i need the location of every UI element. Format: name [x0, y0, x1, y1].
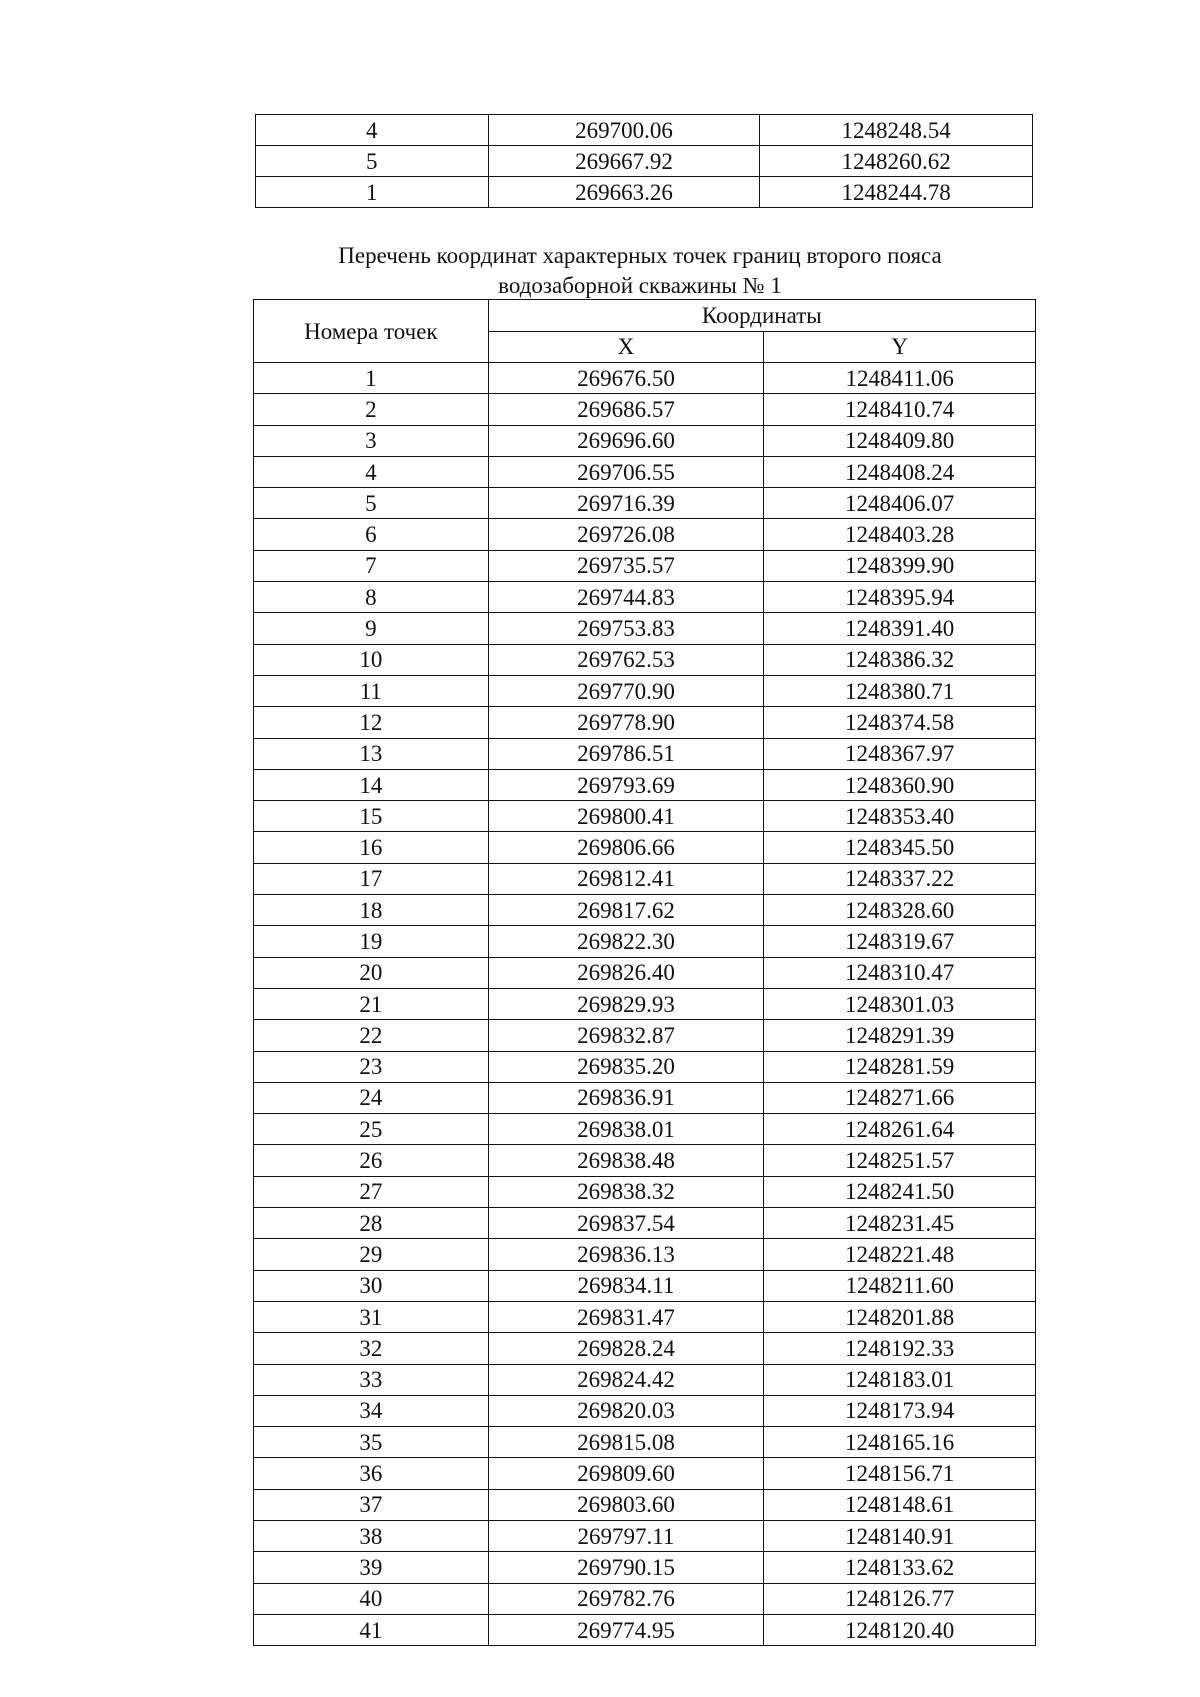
table-row	[254, 1364, 1036, 1395]
table-row	[254, 1520, 1036, 1551]
y-coordinate-cell: 1248133.62	[764, 1552, 1036, 1583]
x-coordinate-cell: 269800.41	[488, 801, 764, 832]
y-coordinate-cell: 1248231.45	[764, 1208, 1036, 1239]
x-coordinate-cell: 269838.48	[488, 1145, 764, 1176]
y-coordinate-cell: 1248248.54	[760, 115, 1033, 146]
point-number-cell: 5	[256, 146, 489, 177]
header-y: Y	[764, 331, 1036, 363]
x-coordinate-cell: 269735.57	[488, 550, 764, 581]
y-coordinate-cell: 1248409.80	[764, 425, 1036, 456]
y-coordinate-cell: 1248120.40	[764, 1614, 1036, 1645]
y-coordinate-cell: 1248271.66	[764, 1082, 1036, 1113]
table-row	[254, 895, 1036, 926]
y-coordinate-cell: 1248328.60	[764, 895, 1036, 926]
point-number-cell: 18	[254, 895, 489, 926]
table-row	[254, 1082, 1036, 1113]
table-row	[254, 863, 1036, 894]
main-table-body	[254, 363, 1036, 1646]
table-row	[254, 394, 1036, 425]
x-coordinate-cell: 269726.08	[488, 519, 764, 550]
y-coordinate-cell: 1248395.94	[764, 582, 1036, 613]
table-row	[254, 1145, 1036, 1176]
point-number-cell: 21	[254, 988, 489, 1019]
table-row	[254, 801, 1036, 832]
point-number-cell: 28	[254, 1208, 489, 1239]
y-coordinate-cell: 1248345.50	[764, 832, 1036, 863]
x-coordinate-cell: 269812.41	[488, 863, 764, 894]
point-number-cell: 31	[254, 1301, 489, 1332]
y-coordinate-cell: 1248156.71	[764, 1458, 1036, 1489]
y-coordinate-cell: 1248337.22	[764, 863, 1036, 894]
y-coordinate-cell: 1248201.88	[764, 1301, 1036, 1332]
point-number-cell: 1	[256, 177, 489, 208]
y-coordinate-cell: 1248367.97	[764, 738, 1036, 769]
y-coordinate-cell: 1248386.32	[764, 644, 1036, 675]
x-coordinate-cell: 269828.24	[488, 1333, 764, 1364]
x-coordinate-cell: 269803.60	[488, 1489, 764, 1520]
table-row	[254, 1051, 1036, 1082]
table-row	[254, 1583, 1036, 1614]
point-number-cell: 35	[254, 1427, 489, 1458]
table-row	[254, 1489, 1036, 1520]
top-table-body	[256, 115, 1033, 208]
x-coordinate-cell: 269836.13	[488, 1239, 764, 1270]
point-number-cell: 38	[254, 1520, 489, 1551]
table-row	[254, 769, 1036, 800]
table-row	[254, 1427, 1036, 1458]
x-coordinate-cell: 269826.40	[488, 957, 764, 988]
header-x: X	[488, 331, 764, 363]
x-coordinate-cell: 269696.60	[488, 425, 764, 456]
x-coordinate-cell: 269778.90	[488, 707, 764, 738]
x-coordinate-cell: 269782.76	[488, 1583, 764, 1614]
y-coordinate-cell: 1248391.40	[764, 613, 1036, 644]
x-coordinate-cell: 269706.55	[488, 456, 764, 487]
table-row	[254, 1176, 1036, 1207]
y-coordinate-cell: 1248221.48	[764, 1239, 1036, 1270]
x-coordinate-cell: 269663.26	[488, 177, 760, 208]
x-coordinate-cell: 269829.93	[488, 988, 764, 1019]
point-number-cell: 8	[254, 582, 489, 613]
caption-line-2: водозаборной скважины № 1	[498, 273, 782, 298]
y-coordinate-cell: 1248261.64	[764, 1114, 1036, 1145]
point-number-cell: 26	[254, 1145, 489, 1176]
y-coordinate-cell: 1248380.71	[764, 675, 1036, 706]
x-coordinate-cell: 269806.66	[488, 832, 764, 863]
point-number-cell: 24	[254, 1082, 489, 1113]
y-coordinate-cell: 1248374.58	[764, 707, 1036, 738]
second-zone-coordinates-table	[253, 299, 1036, 1646]
table-row	[254, 988, 1036, 1019]
top-coordinates-table	[255, 114, 1033, 208]
table-row	[256, 146, 1033, 177]
table-row	[256, 177, 1033, 208]
table-row	[254, 1114, 1036, 1145]
y-coordinate-cell: 1248126.77	[764, 1583, 1036, 1614]
table-row	[254, 707, 1036, 738]
x-coordinate-cell: 269822.30	[488, 926, 764, 957]
table-row	[254, 1614, 1036, 1645]
point-number-cell: 15	[254, 801, 489, 832]
header-point-numbers: Номера точек	[254, 300, 489, 363]
x-coordinate-cell: 269774.95	[488, 1614, 764, 1645]
x-coordinate-cell: 269837.54	[488, 1208, 764, 1239]
x-coordinate-cell: 269809.60	[488, 1458, 764, 1489]
point-number-cell: 39	[254, 1552, 489, 1583]
x-coordinate-cell: 269834.11	[488, 1270, 764, 1301]
x-coordinate-cell: 269838.32	[488, 1176, 764, 1207]
y-coordinate-cell: 1248251.57	[764, 1145, 1036, 1176]
point-number-cell: 13	[254, 738, 489, 769]
x-coordinate-cell: 269744.83	[488, 582, 764, 613]
x-coordinate-cell: 269716.39	[488, 488, 764, 519]
y-coordinate-cell: 1248410.74	[764, 394, 1036, 425]
x-coordinate-cell: 269676.50	[488, 363, 764, 394]
x-coordinate-cell: 269797.11	[488, 1520, 764, 1551]
point-number-cell: 27	[254, 1176, 489, 1207]
table-row	[254, 1270, 1036, 1301]
point-number-cell: 22	[254, 1020, 489, 1051]
y-coordinate-cell: 1248406.07	[764, 488, 1036, 519]
table-row	[254, 456, 1036, 487]
point-number-cell: 10	[254, 644, 489, 675]
table-row	[254, 613, 1036, 644]
table-row	[254, 1395, 1036, 1426]
point-number-cell: 34	[254, 1395, 489, 1426]
y-coordinate-cell: 1248165.16	[764, 1427, 1036, 1458]
table-row	[254, 957, 1036, 988]
table-row	[254, 644, 1036, 675]
x-coordinate-cell: 269762.53	[488, 644, 764, 675]
y-coordinate-cell: 1248403.28	[764, 519, 1036, 550]
table-caption	[230, 241, 1050, 301]
caption-line-1: Перечень координат характерных точек границ второго пояса	[338, 243, 942, 268]
table-row	[254, 488, 1036, 519]
x-coordinate-cell: 269838.01	[488, 1114, 764, 1145]
y-coordinate-cell: 1248360.90	[764, 769, 1036, 800]
point-number-cell: 30	[254, 1270, 489, 1301]
table-row	[254, 425, 1036, 456]
point-number-cell: 25	[254, 1114, 489, 1145]
x-coordinate-cell: 269700.06	[488, 115, 760, 146]
table-row	[254, 519, 1036, 550]
point-number-cell: 16	[254, 832, 489, 863]
x-coordinate-cell: 269835.20	[488, 1051, 764, 1082]
x-coordinate-cell: 269667.92	[488, 146, 760, 177]
x-coordinate-cell: 269815.08	[488, 1427, 764, 1458]
point-number-cell: 33	[254, 1364, 489, 1395]
y-coordinate-cell: 1248411.06	[764, 363, 1036, 394]
point-number-cell: 4	[256, 115, 489, 146]
table-row	[254, 1552, 1036, 1583]
point-number-cell: 4	[254, 456, 489, 487]
point-number-cell: 41	[254, 1614, 489, 1645]
table-row	[254, 675, 1036, 706]
x-coordinate-cell: 269836.91	[488, 1082, 764, 1113]
y-coordinate-cell: 1248281.59	[764, 1051, 1036, 1082]
point-number-cell: 11	[254, 675, 489, 706]
x-coordinate-cell: 269753.83	[488, 613, 764, 644]
point-number-cell: 5	[254, 488, 489, 519]
table-row	[254, 926, 1036, 957]
point-number-cell: 17	[254, 863, 489, 894]
x-coordinate-cell: 269786.51	[488, 738, 764, 769]
y-coordinate-cell: 1248291.39	[764, 1020, 1036, 1051]
y-coordinate-cell: 1248310.47	[764, 957, 1036, 988]
table-row	[256, 115, 1033, 146]
point-number-cell: 23	[254, 1051, 489, 1082]
y-coordinate-cell: 1248244.78	[760, 177, 1033, 208]
x-coordinate-cell: 269686.57	[488, 394, 764, 425]
y-coordinate-cell: 1248353.40	[764, 801, 1036, 832]
point-number-cell: 1	[254, 363, 489, 394]
table-row	[254, 1239, 1036, 1270]
y-coordinate-cell: 1248173.94	[764, 1395, 1036, 1426]
y-coordinate-cell: 1248301.03	[764, 988, 1036, 1019]
x-coordinate-cell: 269820.03	[488, 1395, 764, 1426]
y-coordinate-cell: 1248211.60	[764, 1270, 1036, 1301]
x-coordinate-cell: 269831.47	[488, 1301, 764, 1332]
point-number-cell: 19	[254, 926, 489, 957]
y-coordinate-cell: 1248192.33	[764, 1333, 1036, 1364]
point-number-cell: 6	[254, 519, 489, 550]
point-number-cell: 9	[254, 613, 489, 644]
x-coordinate-cell: 269793.69	[488, 769, 764, 800]
table-row	[254, 1020, 1036, 1051]
point-number-cell: 40	[254, 1583, 489, 1614]
y-coordinate-cell: 1248140.91	[764, 1520, 1036, 1551]
y-coordinate-cell: 1248319.67	[764, 926, 1036, 957]
y-coordinate-cell: 1248399.90	[764, 550, 1036, 581]
point-number-cell: 36	[254, 1458, 489, 1489]
point-number-cell: 29	[254, 1239, 489, 1270]
point-number-cell: 32	[254, 1333, 489, 1364]
point-number-cell: 14	[254, 769, 489, 800]
x-coordinate-cell: 269790.15	[488, 1552, 764, 1583]
point-number-cell: 12	[254, 707, 489, 738]
x-coordinate-cell: 269824.42	[488, 1364, 764, 1395]
y-coordinate-cell: 1248260.62	[760, 146, 1033, 177]
table-row	[254, 1301, 1036, 1332]
table-header	[254, 300, 1036, 363]
y-coordinate-cell: 1248148.61	[764, 1489, 1036, 1520]
y-coordinate-cell: 1248183.01	[764, 1364, 1036, 1395]
point-number-cell: 3	[254, 425, 489, 456]
point-number-cell: 7	[254, 550, 489, 581]
x-coordinate-cell: 269832.87	[488, 1020, 764, 1051]
table-row	[254, 1208, 1036, 1239]
table-row	[254, 582, 1036, 613]
table-row	[254, 363, 1036, 394]
y-coordinate-cell: 1248241.50	[764, 1176, 1036, 1207]
table-row	[254, 1458, 1036, 1489]
y-coordinate-cell: 1248408.24	[764, 456, 1036, 487]
x-coordinate-cell: 269770.90	[488, 675, 764, 706]
table-row	[254, 1333, 1036, 1364]
x-coordinate-cell: 269817.62	[488, 895, 764, 926]
table-row	[254, 550, 1036, 581]
table-row	[254, 738, 1036, 769]
point-number-cell: 20	[254, 957, 489, 988]
point-number-cell: 2	[254, 394, 489, 425]
table-row	[254, 832, 1036, 863]
point-number-cell: 37	[254, 1489, 489, 1520]
header-coordinates: Координаты	[488, 300, 1035, 332]
